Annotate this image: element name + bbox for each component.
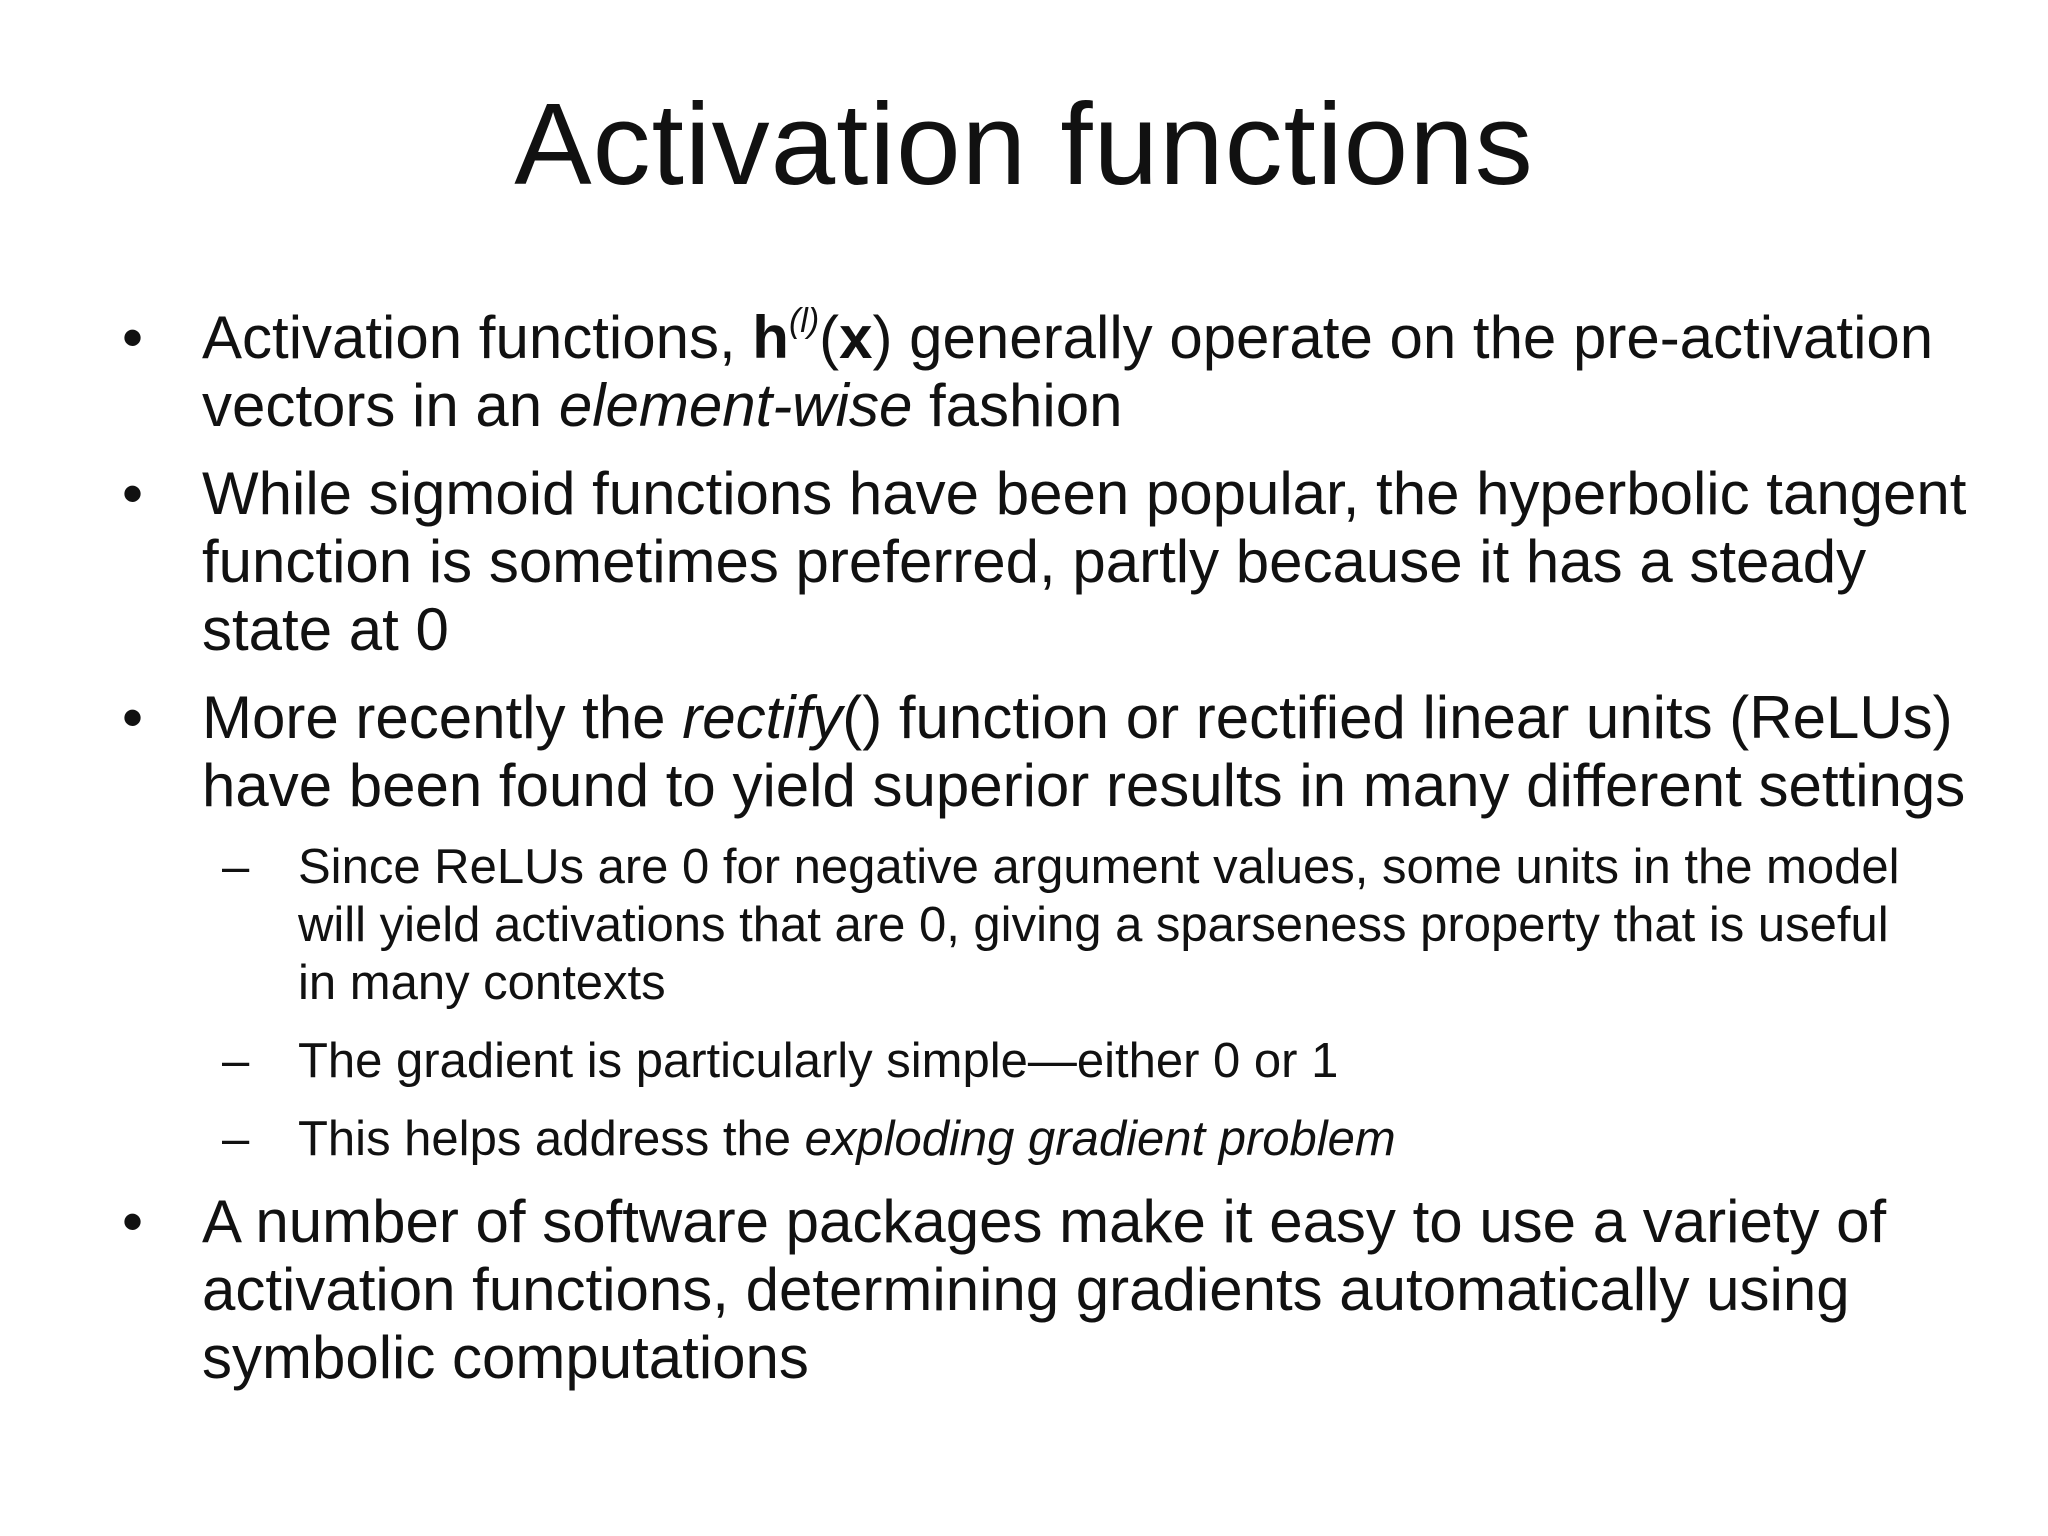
bullet-item-3	[118, 684, 2002, 1168]
bullet-4-text: A number of software packages make it easy to use a variety of activation functions, determining gradients automatically using symbolic computations	[202, 1188, 1887, 1391]
sub-bullet-item-2	[118, 1032, 1918, 1090]
bullet-1-text-a: Activation functions,	[202, 304, 753, 371]
bullet-1-h-symbol: h	[752, 304, 789, 371]
bullet-1-text-c: fashion	[912, 372, 1123, 439]
sub-bullet-item-3	[118, 1110, 1918, 1168]
bullet-marker: •	[122, 1188, 144, 1255]
bullet-1-x-symbol: x	[839, 304, 873, 371]
bullet-item-2	[118, 460, 2002, 664]
bullet-1-text-b: ) generally operate on the pre-activation vectors in an	[202, 304, 1934, 439]
bullet-1-emphasis: element-wise	[558, 372, 913, 439]
sub-bullet-3-emphasis: exploding gradient problem	[804, 1112, 1396, 1166]
bullet-3-emphasis: rectify	[682, 684, 843, 751]
bullet-3-text-b: () function or rectified linear units (ReLUs) have been found to yield superior results in many different settings	[202, 684, 1966, 819]
bullet-1-superscript: (l)	[788, 302, 820, 340]
sub-bullet-marker: –	[222, 840, 250, 894]
bullet-list	[118, 302, 1967, 1412]
bullet-2-text: While sigmoid functions have been popular, the hyperbolic tangent function is sometimes preferred, partly because it has a steady state at 0	[202, 460, 1967, 663]
sub-bullet-marker: –	[222, 1034, 250, 1088]
sub-bullet-3-text: This helps address the	[298, 1112, 805, 1166]
sub-bullet-item-1	[118, 838, 1918, 1012]
sub-bullet-1-text: Since ReLUs are 0 for negative argument values, some units in the model will yield activations that are 0, giving a sparseness property that is useful in many contexts	[298, 840, 1900, 1010]
bullet-marker: •	[122, 460, 144, 527]
sub-bullet-list	[202, 838, 2002, 1168]
bullet-item-1	[118, 304, 2002, 440]
bullet-marker: •	[122, 304, 144, 371]
slide-title: Activation functions	[514, 79, 1534, 209]
bullet-item-4	[118, 1188, 2002, 1392]
sub-bullet-2-text: The gradient is particularly simple—either 0 or 1	[298, 1034, 1339, 1088]
sub-bullet-marker: –	[222, 1112, 250, 1166]
bullet-3-text-a: More recently the	[202, 684, 683, 751]
bullet-marker: •	[122, 684, 144, 751]
bullet-1-paren-open: (	[819, 304, 840, 371]
